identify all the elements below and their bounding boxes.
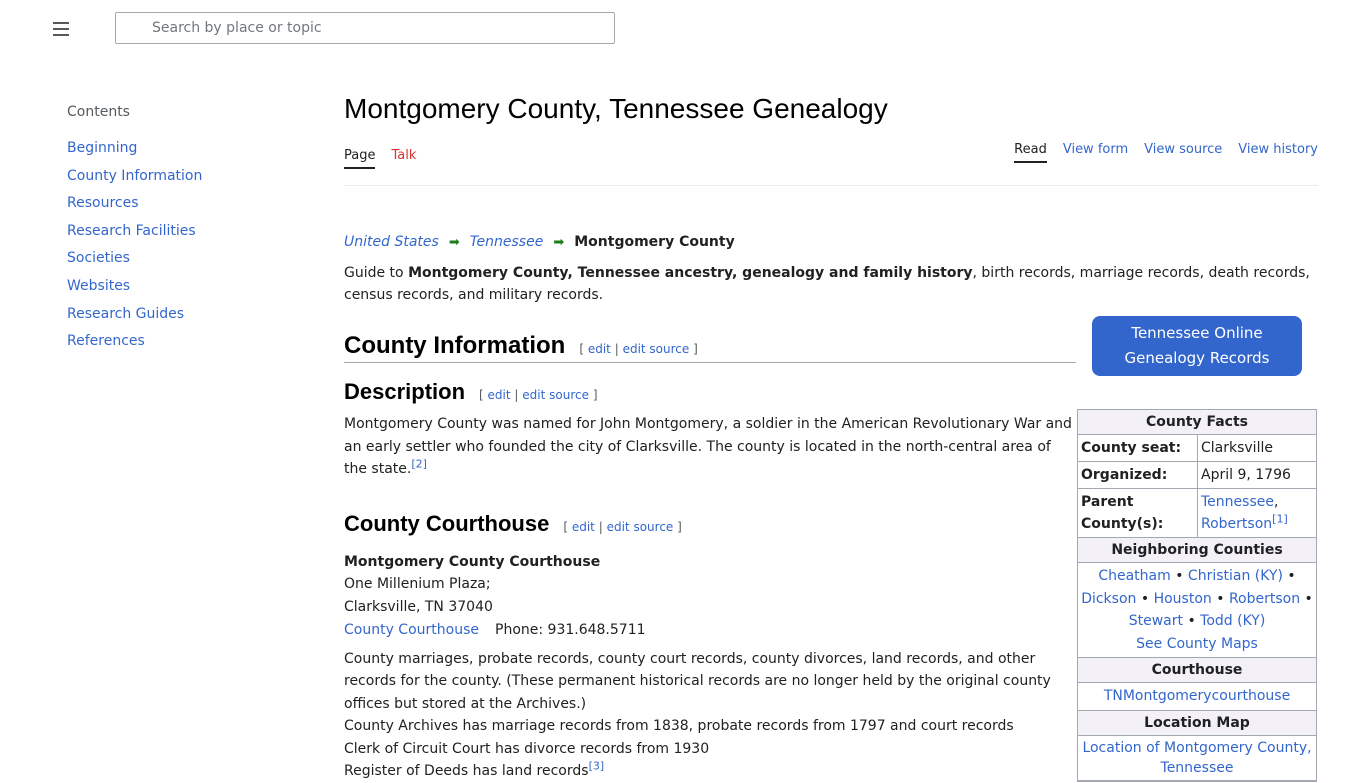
breadcrumb <box>344 232 1318 252</box>
edit-links <box>479 388 597 402</box>
bullet: • <box>1304 590 1313 607</box>
intro-text: Guide to <box>344 265 409 281</box>
neighbor-county-link[interactable]: Houston <box>1153 590 1212 607</box>
bracket: ] <box>693 342 698 356</box>
tab-page[interactable]: Page <box>344 148 375 169</box>
reference-link[interactable]: [1] <box>1272 512 1288 526</box>
edit-link[interactable]: edit <box>571 519 595 534</box>
main-menu-button[interactable] <box>50 18 72 40</box>
bracket: ] <box>677 519 682 534</box>
button-label: Tennessee Online <box>1131 324 1263 342</box>
infobox-value: April 9, 1796 <box>1201 467 1291 483</box>
records-line: County Archives has marriage records from 1838, probate records from 1797 and court records <box>344 718 1014 735</box>
neighbor-county-link[interactable]: Todd (KY) <box>1200 613 1266 629</box>
tennessee-online-records-button[interactable] <box>1092 316 1302 376</box>
bullet: • <box>1140 590 1150 607</box>
toc-item-websites[interactable]: Websites <box>67 277 131 294</box>
neighboring-counties <box>1078 563 1316 658</box>
reference-link[interactable]: [3] <box>588 759 605 773</box>
bullet: • <box>1175 568 1184 584</box>
toc-item-beginning[interactable]: Beginning <box>67 140 138 156</box>
toc-item-societies[interactable]: Societies <box>67 250 130 267</box>
tab-view-history[interactable]: View history <box>1238 142 1318 157</box>
bullet: • <box>1216 590 1225 607</box>
description-paragraph <box>344 413 1076 481</box>
infobox-header: Neighboring Counties <box>1078 538 1316 563</box>
infobox-header: Courthouse <box>1078 658 1316 683</box>
toc-item-references[interactable]: References <box>67 333 145 350</box>
toc-item-county-information[interactable]: County Information <box>67 167 203 184</box>
intro-bold: Montgomery County, Tennessee ancestry, genealogy and family history <box>408 265 973 281</box>
page-tabs <box>344 142 1318 186</box>
address-line: Clarksville, TN 37040 <box>344 599 493 616</box>
records-info <box>344 648 1076 783</box>
tab-view-form[interactable]: View form <box>1062 142 1129 157</box>
neighbor-county-link[interactable]: Christian (KY) <box>1187 568 1283 584</box>
edit-link[interactable]: edit <box>487 388 511 402</box>
section-heading: County Courthouse <box>344 510 550 536</box>
infobox-value <box>1198 489 1316 537</box>
bracket: [ <box>563 519 569 534</box>
tab-talk[interactable]: Talk <box>391 148 417 163</box>
arrow-right-icon: ➡ <box>553 234 565 250</box>
see-county-maps-link[interactable]: See County Maps <box>1136 635 1258 652</box>
tab-read[interactable]: Read <box>1014 142 1047 163</box>
neighbor-county-link[interactable]: Dickson <box>1081 590 1137 607</box>
page-title: Montgomery County, Tennessee Genealogy <box>344 93 888 124</box>
bracket: [ <box>479 388 484 402</box>
infobox-label: County seat: <box>1078 435 1198 461</box>
infobox-label: Parent County(s): <box>1078 489 1198 537</box>
county-courthouse-link[interactable]: County Courthouse <box>344 621 479 638</box>
county-facts-infobox <box>1077 409 1317 782</box>
neighbor-county-link[interactable]: Cheatham <box>1098 568 1171 584</box>
toc-item-resources[interactable]: Resources <box>67 195 139 212</box>
bullet: • <box>1287 568 1296 584</box>
edit-links <box>563 520 681 534</box>
separator: | <box>514 388 519 402</box>
hamburger-icon-bar <box>53 22 69 24</box>
courthouse-image-alt[interactable]: TNMontgomerycourthouse <box>1103 688 1291 704</box>
location-map-image[interactable] <box>1078 736 1316 781</box>
breadcrumb-current: Montgomery County <box>574 234 735 250</box>
button-label: Genealogy Records <box>1124 349 1270 367</box>
records-line <box>344 760 1076 783</box>
comma: , <box>1273 494 1279 510</box>
section-heading: Description <box>344 379 466 404</box>
description-text: Montgomery County was named for John Montgomery, a soldier in the American Revolutionary War and an early settler who founded the city of Clarksville. The county is located in the north-central area of the state. <box>344 416 1072 477</box>
parent-county-link[interactable]: Robertson <box>1201 516 1273 532</box>
table-of-contents <box>67 104 307 359</box>
infobox-label: Organized: <box>1078 462 1198 488</box>
location-map-alt[interactable]: Location of Montgomery County, Tennessee <box>1082 739 1312 776</box>
section-county-information <box>344 332 1076 363</box>
intro-paragraph <box>344 262 1318 306</box>
bracket: ] <box>592 388 598 402</box>
edit-source-link[interactable]: edit source <box>522 388 589 402</box>
breadcrumb-tennessee[interactable]: Tennessee <box>469 234 544 250</box>
section-description <box>344 379 1318 411</box>
infobox-value: Clarksville <box>1201 440 1273 456</box>
bullet: • <box>1187 613 1196 629</box>
search-box <box>115 12 615 44</box>
parent-county-link[interactable]: Tennessee <box>1201 494 1274 510</box>
section-heading: County Information <box>344 332 566 359</box>
edit-source-link[interactable]: edit source <box>606 519 674 534</box>
edit-source-link[interactable]: edit source <box>622 342 690 356</box>
hamburger-icon-bar <box>53 34 69 36</box>
reference-link[interactable]: [2] <box>411 457 427 471</box>
infobox-header: County Facts <box>1078 410 1316 435</box>
records-paragraph: County marriages, probate records, county court records, county divorces, land records, and other records for the county. (These permanent historical records are no longer held by the original county offices but stored at the Archives.) <box>344 650 1051 712</box>
toc-item-research-facilities[interactable]: Research Facilities <box>67 222 196 239</box>
edit-link[interactable]: edit <box>587 342 611 356</box>
infobox-row <box>1078 462 1316 489</box>
courthouse-image[interactable] <box>1078 683 1316 711</box>
infobox-row <box>1078 489 1316 538</box>
courthouse-name: Montgomery County Courthouse <box>344 553 601 570</box>
courthouse-phone: Phone: 931.648.5711 <box>495 621 646 638</box>
search-input[interactable] <box>116 13 614 43</box>
infobox-header: Location Map <box>1078 711 1316 736</box>
tab-view-source[interactable]: View source <box>1144 142 1223 157</box>
separator: | <box>598 519 603 534</box>
hamburger-icon-bar <box>53 28 69 30</box>
toc-title: Contents <box>67 104 130 120</box>
neighbor-county-link[interactable]: Robertson <box>1228 590 1301 607</box>
records-line: Clerk of Circuit Court has divorce records from 1930 <box>344 740 710 757</box>
neighbor-county-link[interactable]: Stewart <box>1128 613 1183 629</box>
intro-text: , birth records, marriage records, death records, census records, and military records. <box>344 265 1310 303</box>
arrow-right-icon: ➡ <box>448 234 460 250</box>
toc-item-research-guides[interactable]: Research Guides <box>67 305 185 322</box>
edit-links <box>579 342 697 356</box>
breadcrumb-united-states[interactable]: United States <box>344 234 439 250</box>
separator: | <box>614 342 619 356</box>
bracket: [ <box>579 342 584 356</box>
infobox-row <box>1078 435 1316 462</box>
address-line: One Millenium Plaza; <box>344 576 491 593</box>
records-line-text: Register of Deeds has land records <box>344 763 589 780</box>
